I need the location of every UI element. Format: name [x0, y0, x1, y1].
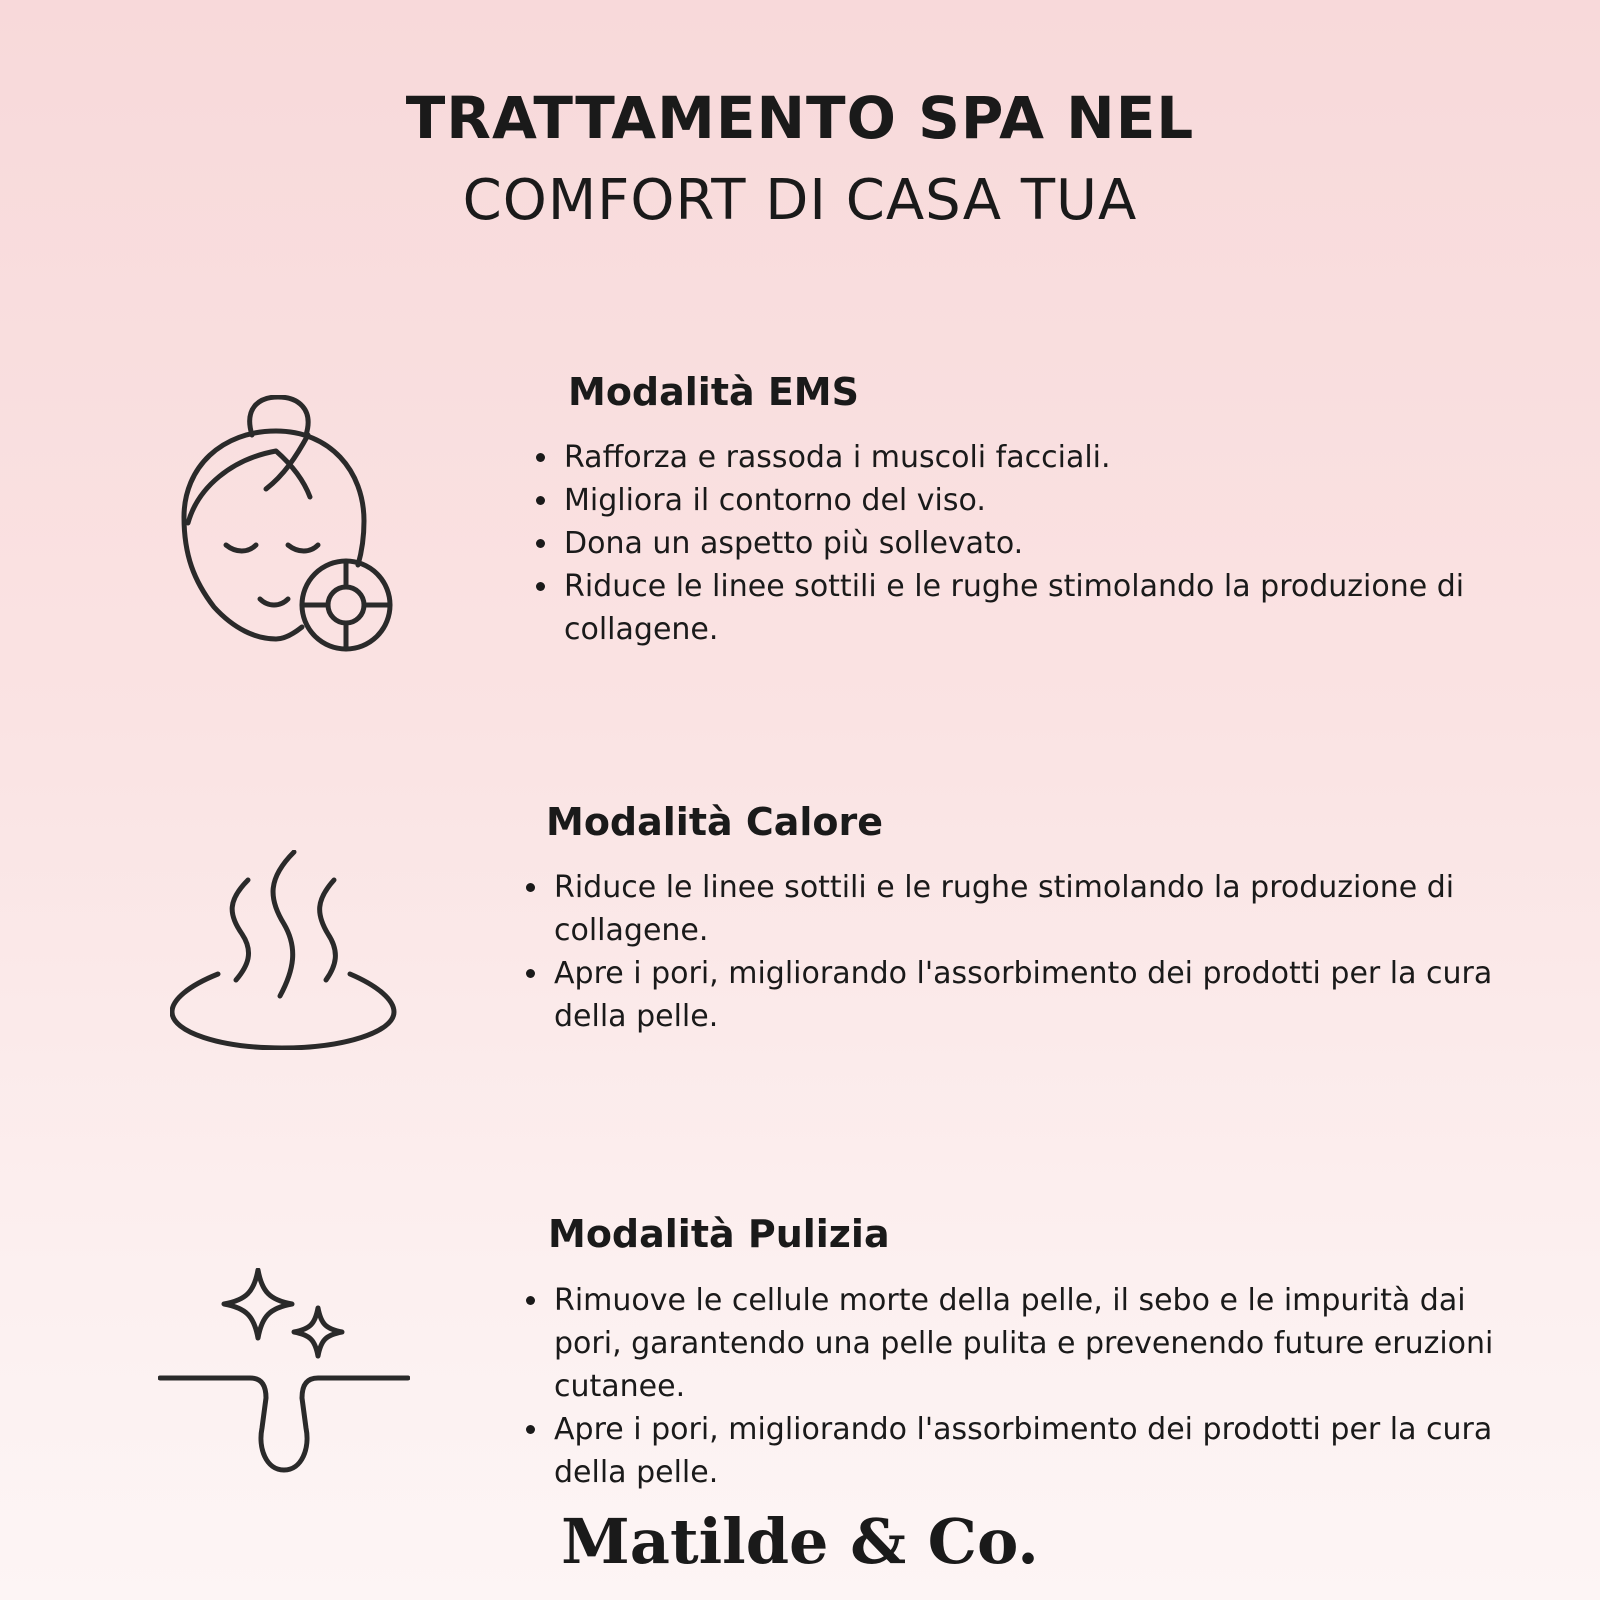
section-heading-calore: Modalità Calore	[546, 800, 884, 844]
list-item: Rimuove le cellule morte della pelle, il sebo e le impurità dai pori, garantendo una pelle pulita e prevenendo future eruzioni cutanee.	[526, 1279, 1536, 1408]
list-item: Riduce le linee sottili e le rughe stimolando la produzione di collagene.	[536, 565, 1544, 651]
list-item: Migliora il contorno del viso.	[536, 479, 1536, 522]
face-massage-icon	[180, 395, 400, 665]
title-line-2: COMFORT DI CASA TUA	[462, 168, 1138, 233]
list-item: Apre i pori, migliorando l'assorbimento dei prodotti per la cura della pelle.	[526, 1408, 1536, 1494]
list-item: Rafforza e rassoda i muscoli facciali.	[536, 436, 1536, 479]
pulizia-bullet-list	[526, 1279, 1536, 1494]
title-line-1: TRATTAMENTO SPA NEL	[405, 84, 1195, 152]
clean-pore-sparkle-icon	[158, 1268, 410, 1478]
ems-bullet-list	[536, 436, 1536, 651]
brand-logo: Matilde & Co.	[561, 1505, 1039, 1578]
list-item: Apre i pori, migliorando l'assorbimento dei prodotti per la cura della pelle.	[526, 952, 1536, 1038]
section-heading-pulizia: Modalità Pulizia	[548, 1212, 890, 1256]
steam-heat-icon	[170, 850, 400, 1050]
list-item: Dona un aspetto più sollevato.	[536, 522, 1536, 565]
calore-bullet-list	[526, 866, 1536, 1038]
section-heading-ems: Modalità EMS	[568, 370, 859, 414]
list-item: Riduce le linee sottili e le rughe stimolando la produzione di collagene.	[526, 866, 1536, 952]
